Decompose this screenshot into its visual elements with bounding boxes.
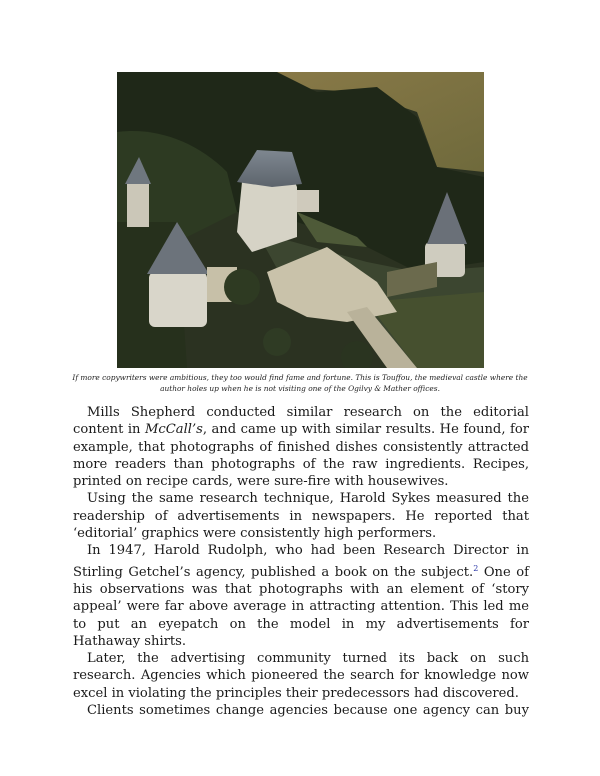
paragraph (73, 542, 529, 650)
body-text (73, 404, 529, 719)
text-run: In 1947, Harold Rudolph, who had been Research Director in Stirling Getchel’s agency, published a book on the subject. (73, 543, 529, 580)
paragraph (73, 650, 529, 702)
castle-photo-illustration (117, 72, 484, 368)
text-run: , and came up with similar results. He found, for example, that photographs of finished dishes consistently attracted more readers than photographs of the raw ingredients. Recipes, printed on recipe cards, were sure-fire with housewives. (73, 422, 529, 490)
paragraph (73, 404, 529, 490)
paragraph (73, 490, 529, 542)
paragraph (73, 702, 529, 719)
castle-photo (117, 72, 484, 368)
text-run: Clients sometimes change agencies because one agency can buy (87, 703, 529, 719)
text-run: Later, the advertising community turned its back on such research. Agencies which pioneered the search for knowledge now excel in violating the principles their predecessors had discovered. (73, 651, 529, 701)
text-run: Mills Shepherd conducted similar research on the editorial content in (73, 405, 529, 438)
photo-caption: If more copywriters were ambitious, they too would find fame and fortune. This is Touffou, the medieval castle where the author holes up when he is not visiting one of the Ogilvy & Mather offices. (72, 373, 528, 393)
text-run: One of his observations was that photographs with an element of ‘story appeal’ were far above average in attracting attention. This led me to put an eyepatch on the model in my advertisements for Hathaway shirts. (73, 564, 529, 649)
publication-title: McCall’s (145, 422, 203, 438)
footnote-link[interactable]: 2 (473, 563, 479, 573)
text-run: Using the same research technique, Harold Sykes measured the readership of advertisements in newspapers. He reported that ‘editorial’ graphics were consistently high performers. (73, 491, 529, 542)
